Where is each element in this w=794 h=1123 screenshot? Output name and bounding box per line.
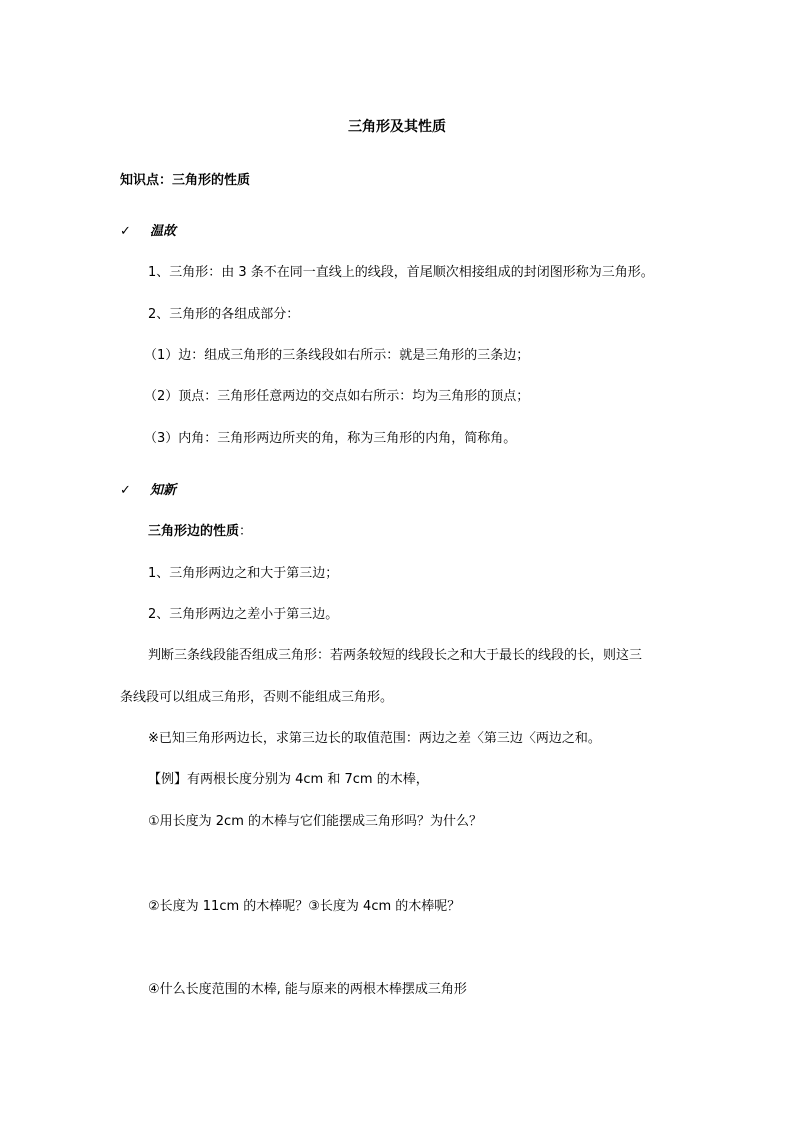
property-item-1: 1、三角形两边之和大于第三边； xyxy=(148,566,339,581)
review-item-4: （2）顶点：三角形任意两边的交点如右所示：均为三角形的顶点； xyxy=(144,389,530,404)
example-intro: 【例】有两根长度分别为 4cm 和 7cm 的木棒， xyxy=(148,772,429,787)
new-knowledge-label: 知新 xyxy=(150,483,177,498)
knowledge-point-heading: 知识点：三角形的性质 xyxy=(120,173,251,188)
review-item-1: 1、三角形：由 3 条不在同一直线上的线段，首尾顺次相接组成的封闭图形称为三角形。 xyxy=(148,265,654,280)
range-note: ※已知三角形两边长，求第三边长的取值范围：两边之差〈第三边〈两边之和。 xyxy=(148,731,601,746)
review-section-heading xyxy=(120,224,176,240)
judge-paragraph-line-2: 条线段可以组成三角形，否则不能组成三角形。 xyxy=(120,690,394,705)
judge-paragraph-line-1: 判断三条线段能否组成三角形：若两条较短的线段长之和大于最长的线段的长，则这三 xyxy=(148,648,643,663)
checkmark-icon: ✓ xyxy=(120,483,131,498)
review-item-2: 2、三角形的各组成部分： xyxy=(148,307,300,322)
page-title: 三角形及其性质 xyxy=(348,119,446,135)
checkmark-icon: ✓ xyxy=(120,224,131,239)
question-2-3: ②长度为 11cm 的木棒呢？③长度为 4cm 的木棒呢？ xyxy=(148,899,461,914)
side-property-subtitle-colon: ： xyxy=(239,524,253,539)
new-knowledge-section-heading xyxy=(120,483,176,499)
question-1: ①用长度为 2cm 的木棒与它们能摆成三角形吗？为什么？ xyxy=(148,814,483,829)
question-4: ④什么长度范围的木棒, 能与原来的两根木棒摆成三角形 xyxy=(148,982,467,997)
review-item-3: （1）边：组成三角形的三条线段如右所示：就是三角形的三条边； xyxy=(144,348,530,363)
side-property-subtitle xyxy=(148,524,252,540)
review-label: 温故 xyxy=(150,224,177,239)
side-property-subtitle-text: 三角形边的性质 xyxy=(148,524,240,539)
property-item-2: 2、三角形两边之差小于第三边。 xyxy=(148,607,339,622)
review-item-5: （3）内角：三角形两边所夹的角，称为三角形的内角，简称角。 xyxy=(144,431,517,446)
